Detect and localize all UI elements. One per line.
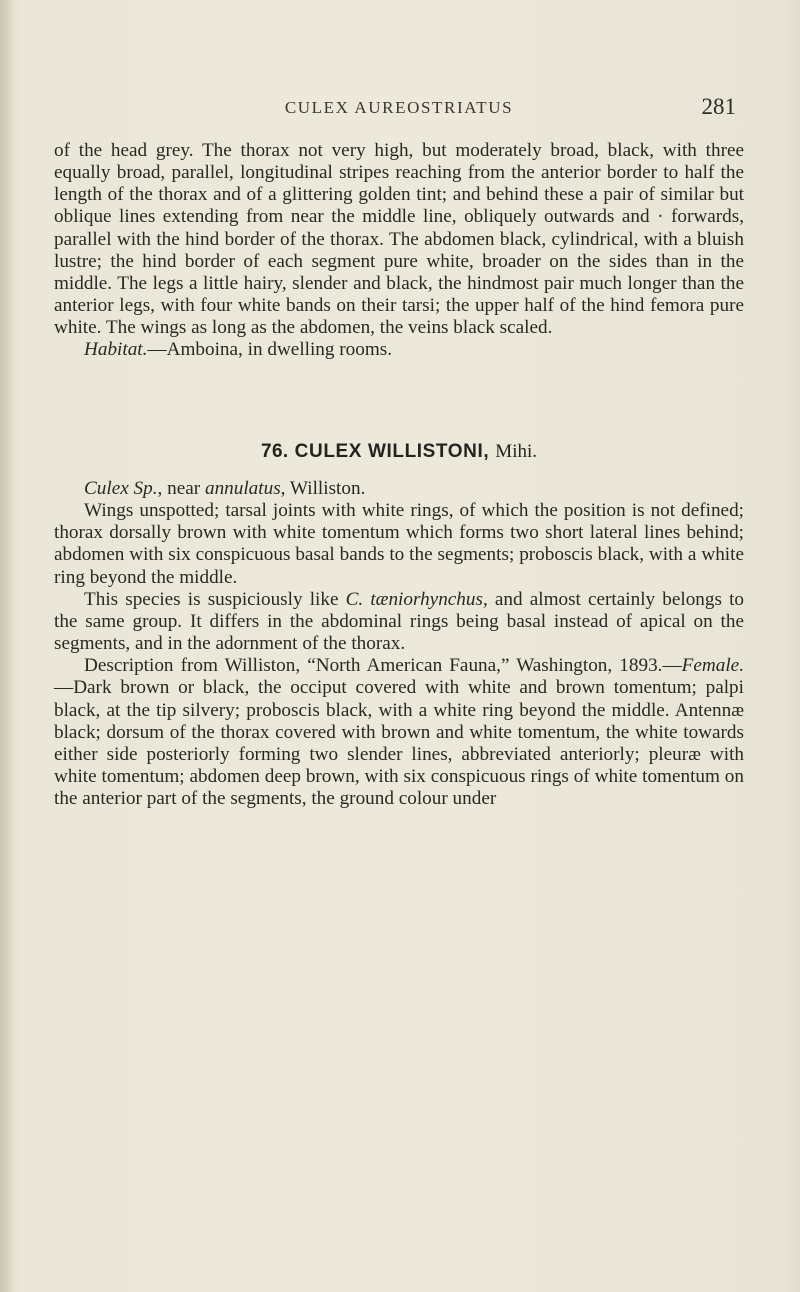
- female-description: —Dark brown or black, the occiput covered with white and brown tomentum; palpi black, at the tip silvery; proboscis black, with a white ring beyond the middle. Antennæ black; dorsum of the thorax covered with brown and white tomentum, the white towards either side posteriorly forming two slender lines, abbreviated anteriorly; pleuræ with white tomentum; abdomen deep brown, with six conspicuous rings of white tomentum on the anterior part of the segments, the ground colour under: [54, 677, 744, 810]
- remark-text-end: , and almost certainly belongs to the same group. It differs in the abdominal rings being basal instead of apical on the segments, and in the adornment of the thorax.: [54, 588, 744, 655]
- female-label: Female.: [681, 655, 744, 677]
- species-number: 76.: [261, 441, 289, 462]
- synonym-genus: Culex Sp.: [84, 478, 158, 499]
- binding-shadow: [0, 0, 14, 1292]
- synonym-species: annulatus: [204, 478, 281, 499]
- diagnosis-paragraph: [54, 500, 744, 589]
- page-number: 281: [701, 94, 736, 119]
- habitat-text: —Amboina, in dwelling rooms.: [147, 339, 393, 361]
- species-76-body: [54, 478, 744, 810]
- species-author: Mihi.: [495, 441, 537, 462]
- species-title: CULEX WILLISTONI,: [294, 441, 490, 462]
- running-head: CULEX AUREOSTRIATUS: [284, 98, 514, 117]
- williston-description-paragraph: [54, 655, 744, 810]
- page-header: [54, 96, 744, 124]
- synonym-near: , near: [157, 478, 205, 499]
- synonym-author: , Williston.: [280, 478, 366, 499]
- description-text: of the head grey. The thorax not very high, but moderately broad, black, with three equally broad, parallel, longitudinal stripes reaching from the anterior border to half the length of the thorax and of a glittering golden tint; and behind these a pair of similar but oblique lines extending from near the middle line, obliquely outwards and · forwards, parallel with the hind border of the thorax. The abdomen black, cylindrical, with a bluish lustre; the hind border of each segment pure white, broader on the sides than in the middle. The legs a little hairy, slender and black, the hindmost pair much longer than the anterior legs, with four white bands on their tarsi; the upper half of the hind femora pure white. The wings as long as the abdomen, the veins black scaled.: [54, 140, 744, 339]
- habitat-paragraph: [54, 339, 744, 361]
- description-source: Description from Williston, “North American Fauna,” Washington, 1893.—: [84, 655, 682, 677]
- diagnosis-text: Wings unspotted; tarsal joints with white rings, of which the position is not defined; thorax dorsally brown with white tomentum which forms two short lateral lines behind; abdomen with six conspicuous basal bands to the segments; proboscis black, with a white ring beyond the middle.: [54, 500, 744, 588]
- species-75-continuation: [54, 140, 744, 362]
- remark-species: C. tæniorhynchus: [345, 588, 483, 610]
- synonym-paragraph: [54, 478, 744, 500]
- species-76-heading: [54, 440, 744, 463]
- remark-paragraph: [54, 589, 744, 655]
- remark-text-start: This species is suspiciously like: [84, 588, 346, 610]
- habitat-label: Habitat.: [84, 339, 148, 361]
- description-paragraph: [54, 140, 744, 339]
